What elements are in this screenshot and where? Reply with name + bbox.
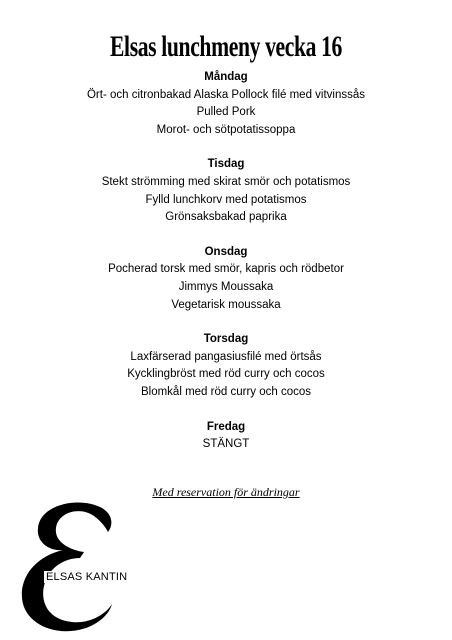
- weekly-menu: [0, 69, 452, 471]
- menu-item: Kycklingbröst med röd curry och cocos: [127, 368, 325, 381]
- day-name: Tisdag: [207, 158, 245, 171]
- menu-item: Morot- och sötpotatissoppa: [156, 123, 296, 136]
- menu-item: Vegetarisk moussaka: [171, 298, 281, 311]
- menu-item: Blomkål med röd curry och cocos: [140, 385, 311, 398]
- day-name: Måndag: [204, 71, 248, 83]
- menu-item: Laxfärserad pangasiusfilé med örtsås: [130, 350, 322, 363]
- reservation-note: Med reservation för ändringar: [152, 485, 300, 499]
- menu-item: Fylld lunchkorv med potatismos: [145, 193, 307, 206]
- day-name: Fredag: [206, 420, 246, 433]
- page-title: Elsas lunchmeny vecka 16: [110, 30, 342, 63]
- menu-item: Jimmys Moussaka: [178, 280, 274, 293]
- menu-item: Stekt strömming med skirat smör och potatismos: [101, 175, 351, 188]
- script-e-logo-icon: [10, 498, 150, 638]
- menu-item: Pulled Pork: [196, 106, 256, 119]
- day-monday: [0, 69, 452, 139]
- menu-item: STÄNGT: [202, 438, 250, 451]
- menu-item: Pocherad torsk med smör, kapris och rödbetor: [108, 263, 344, 276]
- menu-item: Grönsaksbakad paprika: [165, 211, 287, 224]
- logo-text: ELSAS KANTIN: [46, 571, 128, 583]
- elsas-kantin-logo: [10, 498, 150, 638]
- day-tuesday: [0, 156, 452, 226]
- day-name: Torsdag: [203, 333, 249, 346]
- day-name: Onsdag: [204, 245, 248, 258]
- day-thursday: [0, 331, 452, 401]
- day-friday: [0, 419, 452, 454]
- menu-item: Ört- och citronbakad Alaska Pollock filé med vitvinssås: [86, 88, 366, 101]
- day-wednesday: [0, 244, 452, 314]
